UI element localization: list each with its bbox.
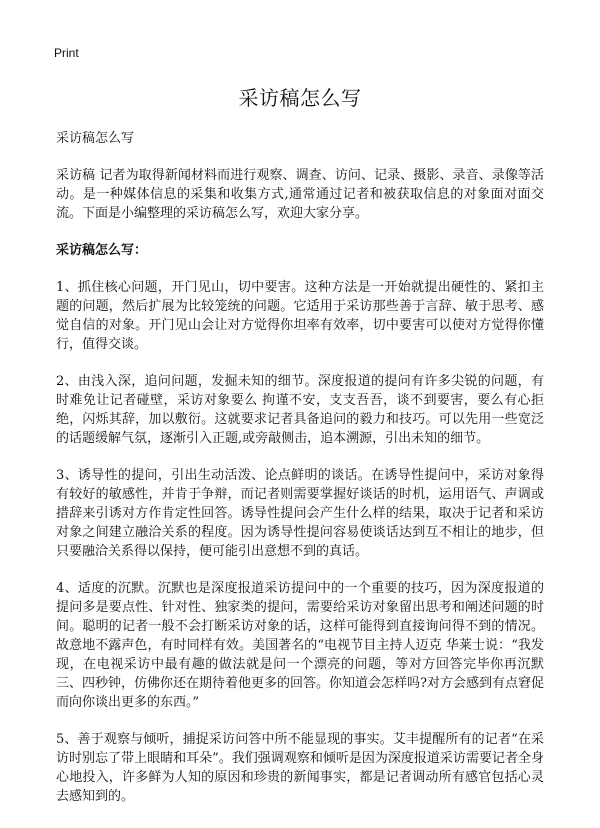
point-paragraph-3: 3、诱导性的提问，引出生动活泼、论点鲜明的谈话。在诱导性提问中，采访对象得有较好的敏感性，并肯于争辩，而记者则需要掌握好谈话的时机，运用语气、声调或措辞来引诱对方作肯定性回答。诱导性提问会产生什么样的结果，取决于记者和采访对象之间建立融洽关系的程度。因为诱导性提问容易使谈话达到互不相让的地步，但只要融洽关系得以保持，便可能引出意想不到的真话。 (56, 468, 544, 559)
intro-paragraph: 采访稿 记者为取得新闻材料而进行观察、调查、访问、记录、摄影、录音、录像等活动。是一种媒体信息的采集和收集方式,通常通过记者和被获取信息的对象面对面交流。下面是小编整理的采访稿怎么写，欢迎大家分享。 (56, 168, 544, 221)
section-heading: 采访稿怎么写： (56, 243, 148, 258)
point-paragraph-1: 1、抓住核心问题，开门见山，切中要害。这种方法是一开始就提出硬性的、紧扣主题的问题，然后扩展为比较笼统的问题。它适用于采访那些善于言辞、敏于思考、感觉自信的对象。开门见山会让对方觉得你坦率有效率，切中要害可以使对方觉得你懂行，值得交谈。 (56, 280, 544, 352)
article-subtitle: 采访稿怎么写 (56, 131, 135, 146)
page-title: 采访稿怎么写 (238, 86, 362, 110)
point-paragraph-2: 2、由浅入深，追问问题，发掘未知的细节。深度报道的提问有许多尖锐的问题，有时难免让记者碰壁，采访对象要么 拘谨不安，支支吾吾，谈不到要害，要么有心拒绝，闪烁其辞，加以敷衍。这就要求记者具备追问的毅力和技巧。可以先用一些宽泛的话题缓解气氛，逐渐引入正题,或旁敲侧击，追本溯源，引出未知的细节。 (56, 374, 544, 446)
print-link[interactable]: Print (54, 46, 79, 60)
point-paragraph-5: 5、善于观察与倾听，捕捉采访问答中所不能显现的事实。艾丰提醒所有的记者“在采访时别忘了带上眼睛和耳朵”。我们强调观察和倾听是因为深度报道采访需要记者全身心地投入，许多鲜为人知的原因和珍贵的新闻事实，都是记者调动所有感官包括心灵去感知到的。 (56, 732, 544, 804)
point-paragraph-4: 4、适度的沉默。沉默也是深度报道采访提问中的一个重要的技巧，因为深度报道的提问多是要点性、针对性、独家类的提问，需要给采访对象留出思考和阐述问题的时间。聪明的记者一般不会打断采访对象的话，这样可能得到直接询问得不到的情况。故意地不露声色，有时同样有效。美国著名的“电视节目主持人迈克 华莱士说：“我发现，在电视采访中最有趣的做法就是问一个漂亮的问题，等对方回答完毕你再沉默三、四秒钟，仿佛你还在期待着他更多的回答。你知道会怎样吗?对方会感到有点窘促而向你谈出更多的东西。” (56, 581, 544, 710)
